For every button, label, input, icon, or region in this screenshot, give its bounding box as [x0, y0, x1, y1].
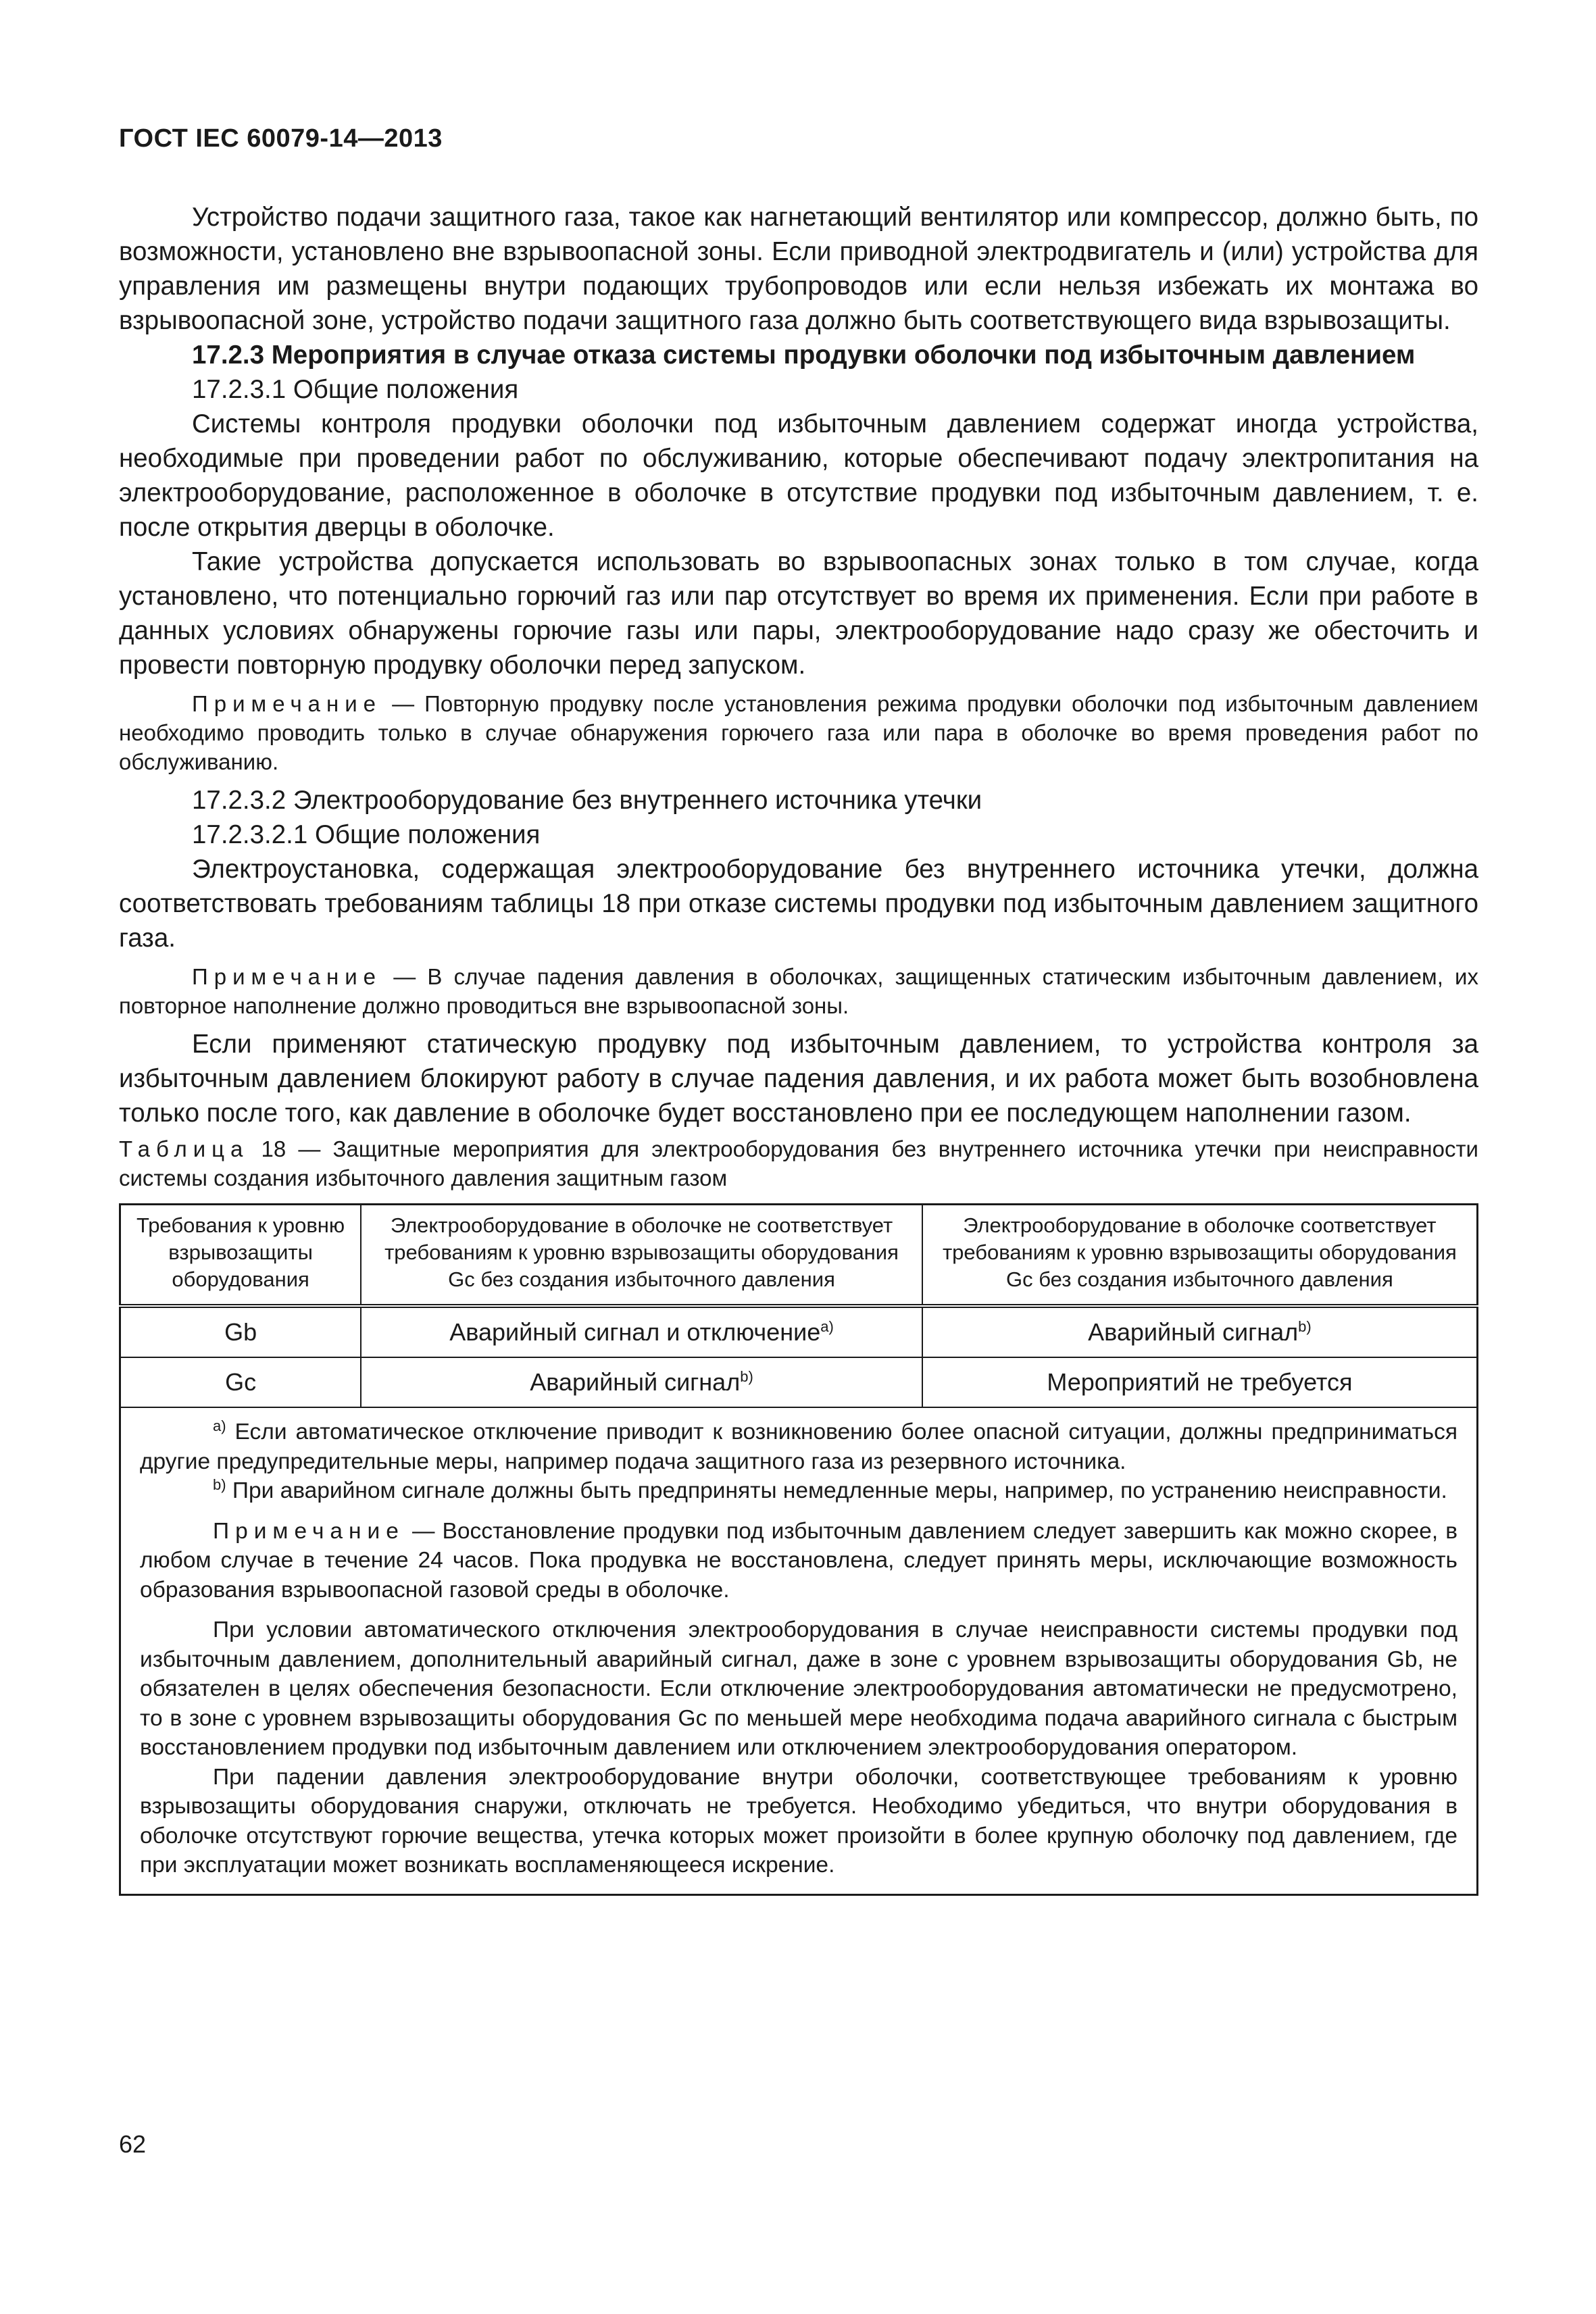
- table-header-row: [120, 1205, 1478, 1307]
- section-heading-17-2-3: 17.2.3 Мероприятия в случае отказа системы продувки оболочки под избыточным давлением: [192, 341, 1416, 370]
- table-notes-row: [120, 1407, 1478, 1894]
- note-label: Примечание: [192, 964, 382, 989]
- cell-text: Аварийный сигнал: [530, 1368, 741, 1396]
- note-static-pressure: [119, 962, 1478, 1020]
- subsection-17-2-3-2: 17.2.3.2 Электрооборудование без внутреннего источника утечки: [192, 786, 982, 815]
- table-row: [120, 1306, 1478, 1357]
- note-text: — Восстановление продувки под избыточным давлением следует завершить как можно скорее, в любом случае в течение 24 часов. Пока продувка не восстановлена, следует принять меры, исключающие возможность образования взрывоопасной газовой среды в оболочке.: [140, 1518, 1457, 1603]
- note-text: — В случае падения давления в оболочках, защищенных статическим избыточным давлением, их повторное наполнение должно проводиться вне взрывоопасной зоны.: [119, 964, 1478, 1018]
- table-caption: [119, 1134, 1478, 1192]
- table-cell-level: Gb: [120, 1306, 361, 1357]
- footnote-mark: b): [740, 1368, 753, 1385]
- cell-text: Аварийный сигнал: [1088, 1318, 1299, 1346]
- table-note-paragraph: При падении давления электрооборудование внутри оболочки, соответствующее требованиям к уровню взрывозащиты оборудования снаружи, отключать не требуется. Необходимо убедиться, что внутри оборудования в оболочке отсутствуют горючие вещества, утечка которых может произойти в более крупную оболочку под давлением, где при эксплуатации может возникать воспламеняющееся искрение.: [140, 1764, 1457, 1878]
- table-header-cell: Электрооборудование в оболочке соответствует требованиям к уровню взрывозащиты оборудования Gc без создания избыточного давления: [922, 1205, 1478, 1307]
- note-repurge: [119, 689, 1478, 776]
- table-caption-text: 18 — Защитные мероприятия для электрооборудования без внутреннего источника утечки при неисправности системы создания избыточного давления защитным газом: [119, 1136, 1478, 1190]
- paragraph-devices-allowed: Такие устройства допускается использовать во взрывоопасных зонах только в том случае, когда установлено, что потенциально горючий газ или пар отсутствует во время их применения. Если при работе в данных условиях обнаружены горючие газы или пары, электрооборудование надо сразу же обесточить и провести повторную продувку оболочки перед запуском.: [119, 547, 1478, 680]
- footnote-mark: a): [213, 1417, 226, 1434]
- note-text: — Повторную продувку после установления режима продувки оболочки под избыточным давлением необходимо проводить только в случае обнаружения горючего газа или пара в оболочке во время проведения работ по обслуживанию.: [119, 691, 1478, 774]
- document-body: [119, 200, 1478, 1896]
- document-header: ГОСТ IEC 60079-14—2013: [119, 124, 443, 153]
- subsection-17-2-3-1: 17.2.3.1 Общие положения: [192, 375, 519, 404]
- cell-text: Аварийный сигнал и отключение: [449, 1318, 821, 1346]
- footnote-mark: b): [213, 1476, 226, 1493]
- table-note-paragraph: При условии автоматического отключения электрооборудования в случае неисправности системы продувки под избыточным давлением, дополнительный аварийный сигнал, даже в зоне с уровнем взрывозащиты оборудования Gb, не обязателен в целях обеспечения безопасности. Если отключение электрооборудования автоматически не предусмотрено, то в зоне с уровнем взрывозащиты оборудования Gc по меньшей мере необходима подача аварийного сигнала с быстрым восстановлением продувки под избыточным давлением или отключением электрооборудования оператором.: [140, 1617, 1457, 1760]
- footnote-a: [140, 1417, 1457, 1476]
- footnote-mark: b): [1298, 1318, 1312, 1335]
- paragraph-gas-supply: Устройство подачи защитного газа, такое как нагнетающий вентилятор или компрессор, должно быть, по возможности, установлено вне взрывоопасной зоны. Если приводной электродвигатель и (или) устройства для управления им размещены внутри подающих трубопроводов или если нельзя избежать их монтажа во взрывоопасной зоне, устройство подачи защитного газа должно быть соответствующего вида взрывозащиты.: [119, 203, 1478, 335]
- table-header-cell: Требования к уровню взрывозащиты оборудования: [120, 1205, 361, 1307]
- table-cell: [922, 1357, 1478, 1407]
- table-header-cell: Электрооборудование в оболочке не соответствует требованиям к уровню взрывозащиты оборудования Gc без создания избыточного давления: [361, 1205, 922, 1307]
- note-label: Примечание: [192, 691, 382, 716]
- table-cell: [361, 1357, 922, 1407]
- cell-text: Мероприятий не требуется: [1047, 1368, 1353, 1396]
- table-notes-cell: [120, 1407, 1478, 1894]
- footnote-mark: a): [820, 1318, 834, 1335]
- paragraph-control-systems: Системы контроля продувки оболочки под избыточным давлением содержат иногда устройства, необходимые при проведении работ по обслуживанию, которые обеспечивают подачу электропитания на электрооборудование, расположенное в оболочке в отсутствие продувки под избыточным давлением, т. е. после открытия дверцы в оболочке.: [119, 409, 1478, 542]
- footnote-text: Если автоматическое отключение приводит к возникновению более опасной ситуации, должны предприниматься другие предупредительные меры, например подача защитного газа из резервного источника.: [140, 1419, 1457, 1474]
- note-label: Примечание: [213, 1518, 405, 1544]
- table-cell: [922, 1306, 1478, 1357]
- page-number: 62: [119, 2130, 147, 2158]
- table-row: [120, 1357, 1478, 1407]
- subsection-17-2-3-2-1: 17.2.3.2.1 Общие положения: [192, 820, 541, 849]
- table-cell-level: Gc: [120, 1357, 361, 1407]
- table-caption-label: Таблица: [119, 1136, 249, 1161]
- footnote-text: При аварийном сигнале должны быть предприняты немедленные меры, например, по устранению неисправности.: [226, 1478, 1447, 1503]
- table-18: [119, 1203, 1478, 1896]
- table-cell: [361, 1306, 922, 1357]
- table-note: [140, 1517, 1457, 1605]
- paragraph-static-purge: Если применяют статическую продувку под избыточным давлением, то устройства контроля за избыточным давлением блокируют работу в случае падения давления, и их работа может быть возобновлена только после того, как давление в оболочке будет восстановлено при ее последующем наполнении газом.: [119, 1030, 1478, 1128]
- footnote-b: [140, 1476, 1457, 1506]
- paragraph-electrical-installation: Электроустановка, содержащая электрооборудование без внутреннего источника утечки, должна соответствовать требованиям таблицы 18 при отказе системы продувки под избыточным давлением защитного газа.: [119, 855, 1478, 953]
